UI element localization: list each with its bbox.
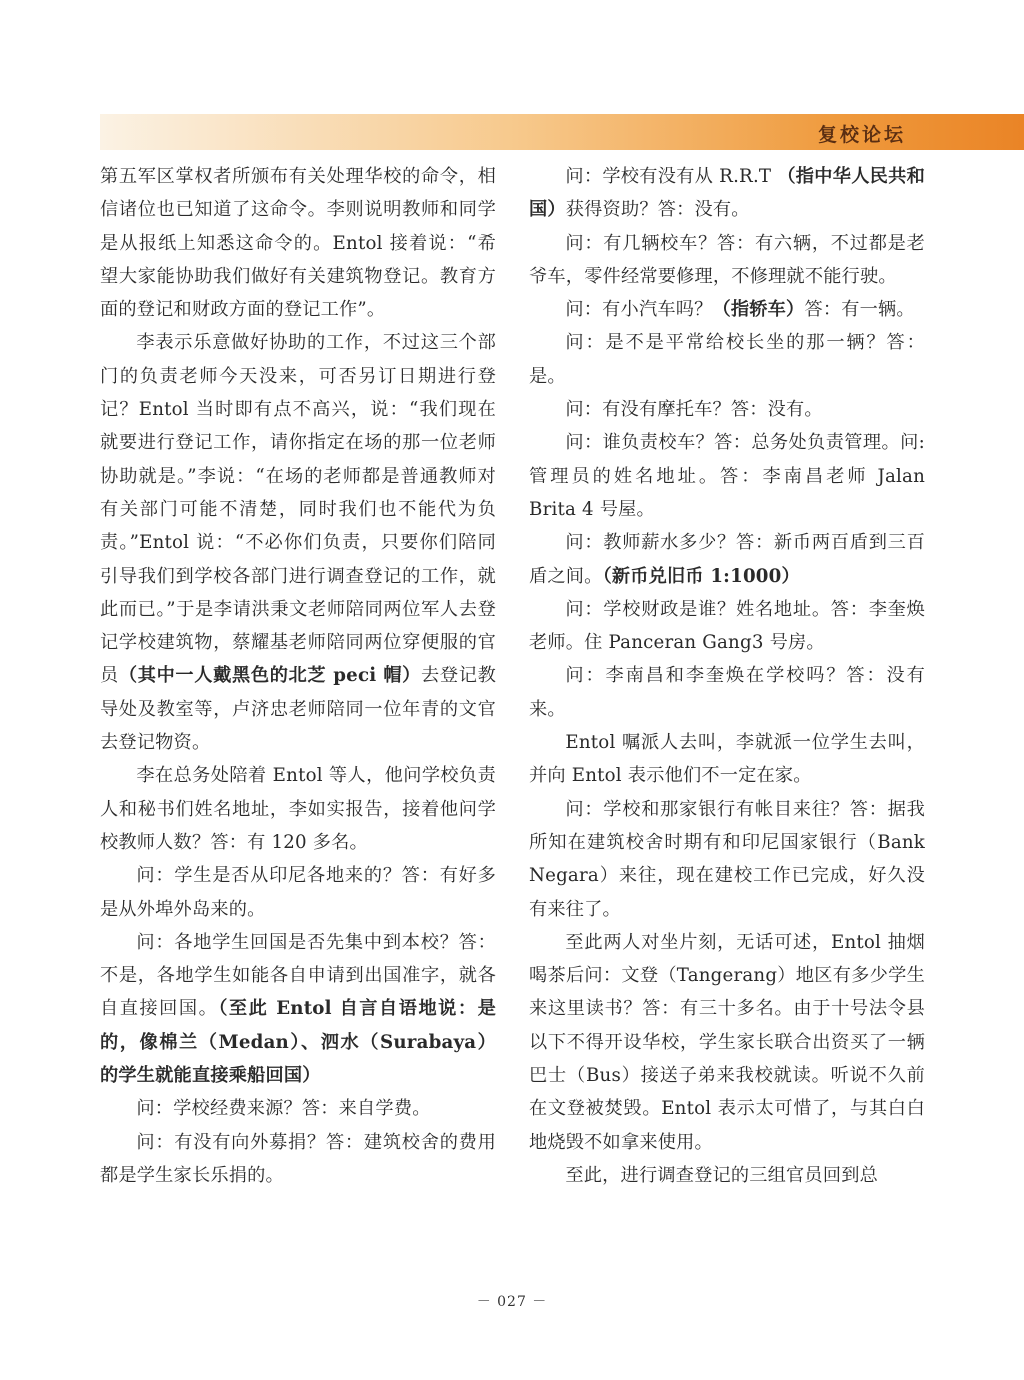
paragraph-text: 问：有小汽车吗？ (565, 299, 713, 321)
paragraph-note: （指中华人民共和国） (529, 166, 925, 221)
paragraph-note: （其中一人戴黑色的北芝 peci 帽） (118, 665, 422, 687)
paragraph (529, 160, 925, 227)
paragraph-note: （指轿车） (712, 299, 805, 321)
paragraph-text: 李表示乐意做好协助的工作，不过这三个部门的负责老师今天没来，可否另订日期进行登记？Entol 当时即有点不高兴，说：“我们现在就要进行登记工作，请你指定在场的那一位老师协助就是。”李说：“在场的老师都是普通教师对有关部门可能不清楚，同时我们也不能代为负责。”Entol 说：“不必你们负责，只要你们陪同引导我们到学校各部门进行调查登记的工作，就此而已。”于是李请洪秉文老师陪同两位军人去登记学校建筑物，蔡耀基老师陪同两位穿便服的官员 (100, 332, 496, 687)
paragraph: 问：学校和那家银行有帐目来往？答：据我所知在建筑校舍时期有和印尼国家银行（Bank Negara）来往，现在建校工作已完成，好久没有来往了。 (529, 798, 925, 920)
paragraph: 问：学生是否从印尼各地来的？答：有好多是从外埠外岛来的。 (100, 865, 496, 920)
paragraph: 问：学校财政是谁？姓名地址。答：李奎焕老师。住 Panceran Gang3 号房。 (529, 598, 925, 654)
right-text-column (529, 160, 925, 1192)
paragraph-text: 问：各地学生回国是否先集中到本校？答：不是，各地学生如能各自申请到出国准字，就各自直接回国。 (100, 931, 496, 1020)
paragraph: 问：有几辆校车？答：有六辆，不过都是老爷车，零件经常要修理，不修理就不能行驶。 (529, 232, 925, 287)
paragraph: 问：谁负责校车？答：总务处负责管理。问:管理员的姓名地址。答：李南昌老师 Jalan Brita 4 号屋。 (529, 432, 925, 520)
paragraph: 问：有没有向外募捐？答：建筑校舍的费用都是学生家长乐捐的。 (100, 1131, 496, 1186)
paragraph-text: 问：学校有没有从 R.R.T (565, 166, 778, 187)
section-header-band (100, 114, 1024, 150)
paragraph-text: 问：教师薪水多少？答：新币两百盾到三百盾之间。 (529, 532, 925, 587)
paragraph: 李在总务处陪着 Entol 等人，他问学校负责人和秘书们姓名地址，李如实报告，接着他问学校教师人数？答：有 120 多名。 (100, 765, 496, 853)
paragraph: 至此两人对坐片刻，无话可述，Entol 抽烟喝茶后问：文登（Tangerang）地区有多少学生来这里读书？答：有三十多名。由于十号法令县 以下不得开设华校，学生家长联合出资买了一辆巴士（Bus）接送子弟来我校就读。听说不久前在文登被焚毁。Entol 表示太可惜了，与其白白地烧毁不如拿来使用。 (529, 931, 925, 1153)
paragraph: Entol 嘱派人去叫，李就派一位学生去叫，并向 Entol 表示他们不一定在家。 (529, 732, 925, 787)
paragraph: 问：是不是平常给校长坐的那一辆？答：是。 (529, 332, 925, 387)
paragraph (529, 293, 925, 326)
paragraph: 问：有没有摩托车？答：没有。 (565, 399, 823, 421)
paragraph-text: 答：有一辆。 (804, 299, 915, 321)
paragraph (100, 926, 496, 1092)
paragraph: 问：李南昌和李奎焕在学校吗？答：没有来。 (529, 665, 925, 720)
paragraph (529, 526, 925, 593)
section-title: 复校论坛 (817, 124, 906, 146)
paragraph (100, 326, 496, 759)
page-number: － 027 － (476, 1294, 548, 1310)
paragraph-note: （至此 Entol 自言自语地说：是的，像棉兰（Medan）、泗水（Surabaya）的学生就能直接乘船回国） (100, 998, 496, 1087)
paragraph: 至此，进行调查登记的三组官员回到总 (565, 1164, 878, 1186)
paragraph-note: （新币兑旧币 1:1000） (602, 565, 800, 587)
paragraph-text: 去登记教导处及教室等，卢济忠老师陪同一位年青的文官去登记物资。 (100, 665, 496, 754)
left-text-column (100, 160, 496, 1192)
paragraph: 问：学校经费来源？答：来自学费。 (136, 1098, 431, 1120)
paragraph-text: 获得资助？答：没有。 (565, 199, 750, 221)
paragraph: 第五军区掌权者所颁布有关处理华校的命令，相信诸位也已知道了这命令。李则说明教师和同学是从报纸上知悉这命令的。Entol 接着说：“希望大家能协助我们做好有关建筑物登记。教育方面的登记和财政方面的登记工作”。 (100, 166, 496, 321)
